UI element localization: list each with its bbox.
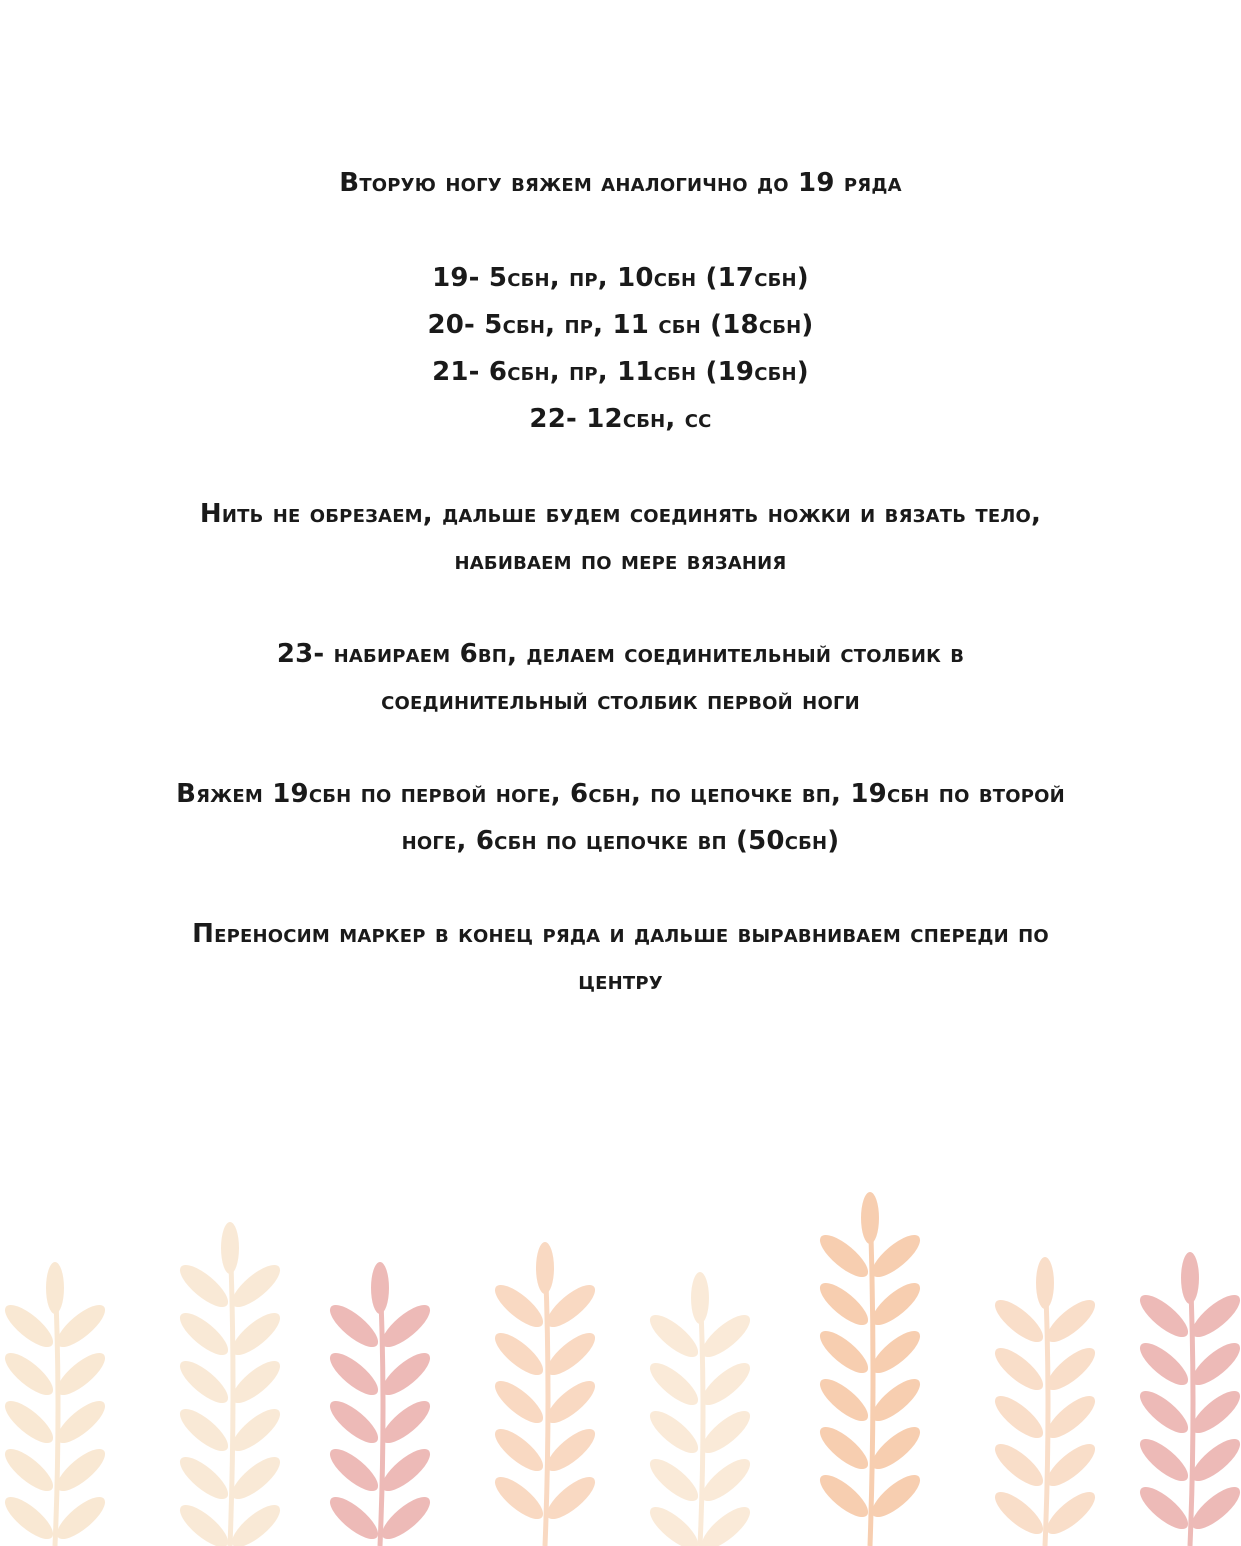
leaf-branch-icon	[1134, 1252, 1241, 1546]
row-22: 22- 12сбн, сс	[529, 404, 712, 434]
paragraph-line: ноге, 6сбн по цепочке вп (50сбн)	[401, 826, 840, 856]
leaf-branch-icon	[814, 1192, 926, 1546]
paragraph-line: Вяжем 19сбн по первой ноге, 6сбн, по цепочке вп, 19сбн по второй	[176, 779, 1065, 809]
leaf-branch-icon	[174, 1222, 286, 1546]
heading-block	[60, 160, 1181, 207]
leaf-branch-icon	[0, 1262, 111, 1546]
paragraph-line: набиваем по мере вязания	[454, 546, 787, 576]
paragraph-line: центру	[578, 966, 663, 996]
leaf-decoration	[0, 1186, 1241, 1546]
paragraph-row-23	[60, 631, 1181, 725]
leaf-branch-icon	[489, 1242, 601, 1546]
heading: Вторую ногу вяжем аналогично до 19 ряда	[339, 168, 902, 198]
paragraph-line: Переносим маркер в конец ряда и дальше выравниваем спереди по	[192, 919, 1049, 949]
row-list	[60, 255, 1181, 443]
leaf-branch-icon	[644, 1272, 756, 1546]
row-20: 20- 5сбн, пр, 11 сбн (18сбн)	[427, 310, 814, 340]
paragraph-yarn	[60, 491, 1181, 585]
paragraph-line: 23- набираем 6вп, делаем соединительный столбик в	[276, 639, 965, 669]
leaf-branch-icon	[989, 1257, 1101, 1546]
paragraph-line: соединительный столбик первой ноги	[381, 686, 860, 716]
leaf-branch-icon	[324, 1262, 436, 1546]
paragraph-marker	[60, 911, 1181, 1005]
paragraph-knit-body	[60, 771, 1181, 865]
paragraph-line: Нить не обрезаем, дальше будем соединять ножки и вязать тело,	[199, 499, 1042, 529]
row-21: 21- 6сбн, пр, 11сбн (19сбн)	[432, 357, 809, 387]
instructions	[60, 160, 1181, 1053]
row-19: 19- 5сбн, пр, 10сбн (17сбн)	[432, 263, 809, 293]
